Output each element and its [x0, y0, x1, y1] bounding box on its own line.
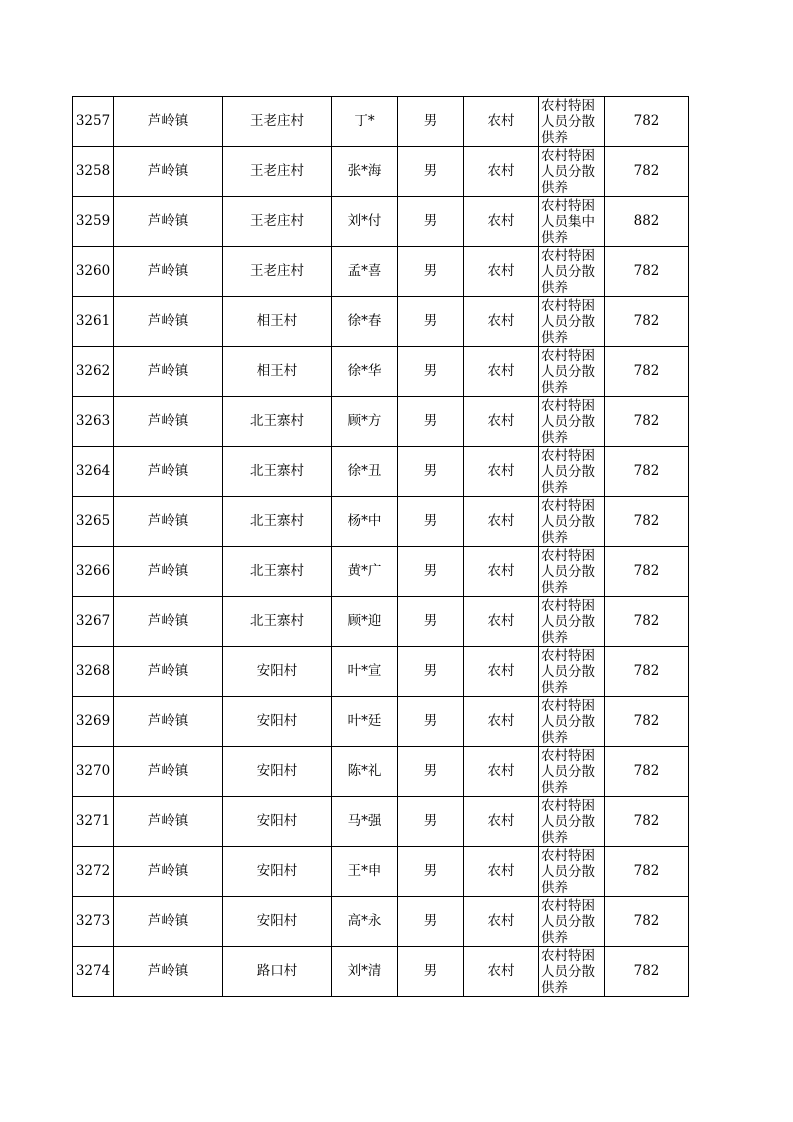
- cell-town: 芦岭镇: [114, 447, 223, 497]
- cell-number: 3270: [73, 747, 114, 797]
- cell-amount: 782: [605, 897, 689, 947]
- cell-support-type: [539, 497, 605, 547]
- cell-name: 叶*宣: [332, 647, 398, 697]
- cell-area: 农村: [464, 447, 539, 497]
- cell-name: 顾*方: [332, 397, 398, 447]
- cell-town: 芦岭镇: [114, 197, 223, 247]
- cell-number: 3259: [73, 197, 114, 247]
- cell-name: 王*申: [332, 847, 398, 897]
- cell-town: 芦岭镇: [114, 547, 223, 597]
- cell-sex: 男: [398, 797, 464, 847]
- table-row: [73, 697, 689, 747]
- cell-number: 3274: [73, 947, 114, 997]
- cell-number: 3273: [73, 897, 114, 947]
- cell-area: 农村: [464, 197, 539, 247]
- cell-town: 芦岭镇: [114, 297, 223, 347]
- cell-village: 安阳村: [223, 847, 332, 897]
- support-type-text: 农村特困人员分散供养: [541, 748, 595, 796]
- cell-support-type: [539, 697, 605, 747]
- cell-amount: 782: [605, 947, 689, 997]
- support-type-text: 农村特困人员分散供养: [541, 698, 595, 746]
- cell-area: 农村: [464, 597, 539, 647]
- support-type-text: 农村特困人员分散供养: [541, 148, 595, 196]
- cell-village: 安阳村: [223, 797, 332, 847]
- cell-area: 农村: [464, 697, 539, 747]
- cell-amount: 882: [605, 197, 689, 247]
- table-row: [73, 597, 689, 647]
- cell-support-type: [539, 447, 605, 497]
- support-type-text: 农村特困人员分散供养: [541, 498, 595, 546]
- cell-name: 丁*: [332, 97, 398, 147]
- cell-support-type: [539, 747, 605, 797]
- cell-number: 3264: [73, 447, 114, 497]
- cell-town: 芦岭镇: [114, 97, 223, 147]
- support-type-text: 农村特困人员集中供养: [541, 198, 595, 246]
- cell-area: 农村: [464, 947, 539, 997]
- cell-support-type: [539, 147, 605, 197]
- cell-amount: 782: [605, 697, 689, 747]
- cell-sex: 男: [398, 247, 464, 297]
- table-row: [73, 947, 689, 997]
- cell-number: 3263: [73, 397, 114, 447]
- cell-town: 芦岭镇: [114, 397, 223, 447]
- cell-number: 3257: [73, 97, 114, 147]
- cell-name: 马*强: [332, 797, 398, 847]
- table-row: [73, 547, 689, 597]
- cell-village: 安阳村: [223, 697, 332, 747]
- cell-sex: 男: [398, 847, 464, 897]
- cell-support-type: [539, 897, 605, 947]
- cell-sex: 男: [398, 297, 464, 347]
- cell-sex: 男: [398, 397, 464, 447]
- cell-area: 农村: [464, 547, 539, 597]
- cell-support-type: [539, 547, 605, 597]
- cell-village: 安阳村: [223, 647, 332, 697]
- table-row: [73, 97, 689, 147]
- cell-sex: 男: [398, 597, 464, 647]
- cell-number: 3261: [73, 297, 114, 347]
- cell-amount: 782: [605, 647, 689, 697]
- cell-sex: 男: [398, 697, 464, 747]
- cell-name: 刘*付: [332, 197, 398, 247]
- cell-town: 芦岭镇: [114, 497, 223, 547]
- cell-name: 顾*迎: [332, 597, 398, 647]
- support-type-text: 农村特困人员分散供养: [541, 848, 595, 896]
- cell-sex: 男: [398, 197, 464, 247]
- cell-support-type: [539, 247, 605, 297]
- cell-number: 3268: [73, 647, 114, 697]
- cell-amount: 782: [605, 397, 689, 447]
- support-type-text: 农村特困人员分散供养: [541, 98, 595, 146]
- cell-area: 农村: [464, 797, 539, 847]
- cell-sex: 男: [398, 347, 464, 397]
- support-type-text: 农村特困人员分散供养: [541, 448, 595, 496]
- table-row: [73, 847, 689, 897]
- cell-support-type: [539, 197, 605, 247]
- cell-number: 3262: [73, 347, 114, 397]
- cell-sex: 男: [398, 97, 464, 147]
- cell-sex: 男: [398, 497, 464, 547]
- table-row: [73, 397, 689, 447]
- cell-support-type: [539, 797, 605, 847]
- cell-sex: 男: [398, 547, 464, 597]
- cell-area: 农村: [464, 97, 539, 147]
- cell-number: 3269: [73, 697, 114, 747]
- support-type-text: 农村特困人员分散供养: [541, 648, 595, 696]
- cell-name: 高*永: [332, 897, 398, 947]
- cell-support-type: [539, 597, 605, 647]
- cell-village: 北王寨村: [223, 597, 332, 647]
- cell-town: 芦岭镇: [114, 797, 223, 847]
- cell-amount: 782: [605, 597, 689, 647]
- cell-name: 徐*丑: [332, 447, 398, 497]
- cell-name: 叶*廷: [332, 697, 398, 747]
- cell-village: 安阳村: [223, 747, 332, 797]
- cell-sex: 男: [398, 947, 464, 997]
- cell-town: 芦岭镇: [114, 597, 223, 647]
- cell-village: 安阳村: [223, 897, 332, 947]
- cell-sex: 男: [398, 447, 464, 497]
- cell-support-type: [539, 847, 605, 897]
- cell-village: 相王村: [223, 297, 332, 347]
- cell-town: 芦岭镇: [114, 847, 223, 897]
- cell-amount: 782: [605, 147, 689, 197]
- table-row: [73, 447, 689, 497]
- cell-number: 3267: [73, 597, 114, 647]
- cell-number: 3272: [73, 847, 114, 897]
- cell-area: 农村: [464, 297, 539, 347]
- table-row: [73, 297, 689, 347]
- cell-amount: 782: [605, 547, 689, 597]
- cell-sex: 男: [398, 897, 464, 947]
- cell-town: 芦岭镇: [114, 697, 223, 747]
- cell-name: 黄*广: [332, 547, 398, 597]
- cell-area: 农村: [464, 897, 539, 947]
- cell-sex: 男: [398, 747, 464, 797]
- support-type-text: 农村特困人员分散供养: [541, 348, 595, 396]
- support-type-text: 农村特困人员分散供养: [541, 798, 595, 846]
- support-type-text: 农村特困人员分散供养: [541, 948, 595, 996]
- cell-town: 芦岭镇: [114, 347, 223, 397]
- support-type-text: 农村特困人员分散供养: [541, 548, 595, 596]
- cell-amount: 782: [605, 247, 689, 297]
- cell-area: 农村: [464, 747, 539, 797]
- cell-town: 芦岭镇: [114, 947, 223, 997]
- cell-name: 杨*中: [332, 497, 398, 547]
- cell-town: 芦岭镇: [114, 247, 223, 297]
- cell-village: 路口村: [223, 947, 332, 997]
- cell-sex: 男: [398, 147, 464, 197]
- cell-name: 徐*春: [332, 297, 398, 347]
- table-row: [73, 897, 689, 947]
- cell-area: 农村: [464, 397, 539, 447]
- table-row: [73, 797, 689, 847]
- cell-village: 相王村: [223, 347, 332, 397]
- cell-name: 孟*喜: [332, 247, 398, 297]
- cell-area: 农村: [464, 647, 539, 697]
- cell-village: 王老庄村: [223, 247, 332, 297]
- cell-village: 王老庄村: [223, 197, 332, 247]
- cell-amount: 782: [605, 797, 689, 847]
- table-body: [73, 97, 689, 997]
- cell-area: 农村: [464, 247, 539, 297]
- cell-amount: 782: [605, 97, 689, 147]
- cell-village: 北王寨村: [223, 547, 332, 597]
- cell-town: 芦岭镇: [114, 647, 223, 697]
- cell-village: 北王寨村: [223, 447, 332, 497]
- table-row: [73, 197, 689, 247]
- cell-number: 3258: [73, 147, 114, 197]
- table-row: [73, 347, 689, 397]
- cell-area: 农村: [464, 147, 539, 197]
- cell-amount: 782: [605, 497, 689, 547]
- cell-support-type: [539, 647, 605, 697]
- cell-sex: 男: [398, 647, 464, 697]
- cell-town: 芦岭镇: [114, 897, 223, 947]
- support-type-text: 农村特困人员分散供养: [541, 598, 595, 646]
- cell-area: 农村: [464, 847, 539, 897]
- cell-number: 3265: [73, 497, 114, 547]
- beneficiary-table: [72, 96, 689, 997]
- cell-support-type: [539, 947, 605, 997]
- cell-amount: 782: [605, 747, 689, 797]
- table-row: [73, 247, 689, 297]
- support-type-text: 农村特困人员分散供养: [541, 898, 595, 946]
- cell-village: 北王寨村: [223, 397, 332, 447]
- cell-support-type: [539, 397, 605, 447]
- support-type-text: 农村特困人员分散供养: [541, 248, 595, 296]
- cell-name: 陈*礼: [332, 747, 398, 797]
- cell-number: 3271: [73, 797, 114, 847]
- support-type-text: 农村特困人员分散供养: [541, 298, 595, 346]
- cell-area: 农村: [464, 347, 539, 397]
- cell-number: 3260: [73, 247, 114, 297]
- table-row: [73, 497, 689, 547]
- cell-support-type: [539, 297, 605, 347]
- cell-number: 3266: [73, 547, 114, 597]
- cell-support-type: [539, 347, 605, 397]
- table-row: [73, 647, 689, 697]
- cell-amount: 782: [605, 847, 689, 897]
- cell-support-type: [539, 97, 605, 147]
- cell-town: 芦岭镇: [114, 147, 223, 197]
- cell-name: 刘*清: [332, 947, 398, 997]
- cell-name: 张*海: [332, 147, 398, 197]
- cell-village: 王老庄村: [223, 147, 332, 197]
- cell-amount: 782: [605, 297, 689, 347]
- cell-amount: 782: [605, 347, 689, 397]
- cell-village: 王老庄村: [223, 97, 332, 147]
- table-row: [73, 747, 689, 797]
- support-type-text: 农村特困人员分散供养: [541, 398, 595, 446]
- cell-amount: 782: [605, 447, 689, 497]
- table-row: [73, 147, 689, 197]
- cell-village: 北王寨村: [223, 497, 332, 547]
- cell-town: 芦岭镇: [114, 747, 223, 797]
- cell-name: 徐*华: [332, 347, 398, 397]
- cell-area: 农村: [464, 497, 539, 547]
